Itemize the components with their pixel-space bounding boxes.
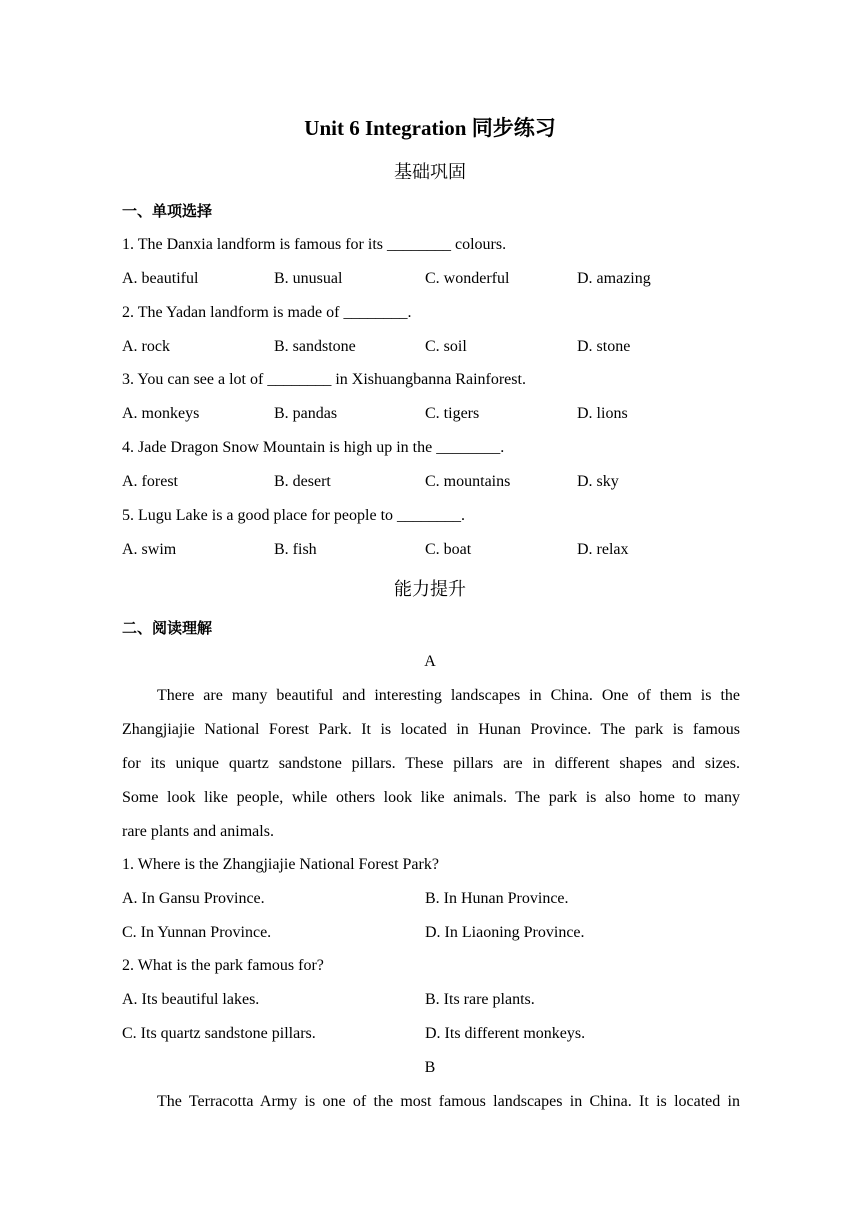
- option: D. In Liaoning Province.: [425, 924, 585, 941]
- option: B. unusual: [274, 270, 343, 287]
- option: A. beautiful: [122, 270, 199, 287]
- option: C. Its quartz sandstone pillars.: [122, 1025, 316, 1042]
- option: D. Its different monkeys.: [425, 1025, 586, 1042]
- option: C. tigers: [425, 405, 480, 422]
- passage-a: [122, 686, 740, 856]
- question-text: 1. The Danxia landform is famous for its ________ colours.: [122, 236, 507, 253]
- passage-line: Zhangjiajie National Forest Park. It is located in Hunan Province. The park is famous: [122, 721, 740, 738]
- option: A. Its beautiful lakes.: [122, 991, 260, 1008]
- option: C. soil: [425, 338, 467, 355]
- option: C. mountains: [425, 473, 511, 490]
- question-text: 5. Lugu Lake is a good place for people to ________.: [122, 507, 466, 524]
- option: D. stone: [577, 338, 631, 355]
- basic-heading: 基础巩固: [394, 162, 466, 182]
- option: B. In Hunan Province.: [425, 890, 569, 907]
- page-title: Unit 6 Integration 同步练习: [304, 116, 556, 140]
- question-text: 1. Where is the Zhangjiajie National Forest Park?: [122, 856, 439, 873]
- option: C. wonderful: [425, 270, 510, 287]
- option: A. rock: [122, 338, 170, 355]
- question-text: 4. Jade Dragon Snow Mountain is high up in the ________.: [122, 439, 505, 456]
- section-heading: 二、阅读理解: [122, 619, 213, 637]
- option: A. swim: [122, 541, 177, 558]
- option: B. desert: [274, 473, 331, 490]
- question-text: 3. You can see a lot of ________ in Xishuangbanna Rainforest.: [122, 371, 526, 388]
- option: D. sky: [577, 473, 619, 490]
- option: B. sandstone: [274, 338, 356, 355]
- passage-label: A: [424, 653, 436, 670]
- passage-line: for its unique quartz sandstone pillars. These pillars are in different shapes and sizes.: [122, 755, 740, 772]
- option: A. forest: [122, 473, 178, 490]
- passage-line: Some look like people, while others look like animals. The park is also home to many: [122, 789, 740, 806]
- question-text: 2. The Yadan landform is made of ________.: [122, 304, 412, 321]
- option: B. fish: [274, 541, 317, 558]
- option: A. monkeys: [122, 405, 200, 422]
- option: D. lions: [577, 405, 628, 422]
- option: B. pandas: [274, 405, 338, 422]
- option: A. In Gansu Province.: [122, 890, 265, 907]
- option: C. boat: [425, 541, 472, 558]
- advanced-heading: 能力提升: [394, 579, 466, 599]
- option: D. relax: [577, 541, 629, 558]
- option: D. amazing: [577, 270, 651, 287]
- option: B. Its rare plants.: [425, 991, 535, 1008]
- passage-line: The Terracotta Army is one of the most famous landscapes in China. It is located in: [157, 1093, 740, 1110]
- section-heading: 一、单项选择: [122, 202, 213, 220]
- option: C. In Yunnan Province.: [122, 924, 272, 941]
- question-text: 2. What is the park famous for?: [122, 957, 324, 974]
- passage-b: [122, 1092, 740, 1126]
- passage-label: B: [424, 1059, 436, 1076]
- passage-line: rare plants and animals.: [122, 823, 274, 840]
- passage-line: There are many beautiful and interesting landscapes in China. One of them is the: [157, 687, 740, 704]
